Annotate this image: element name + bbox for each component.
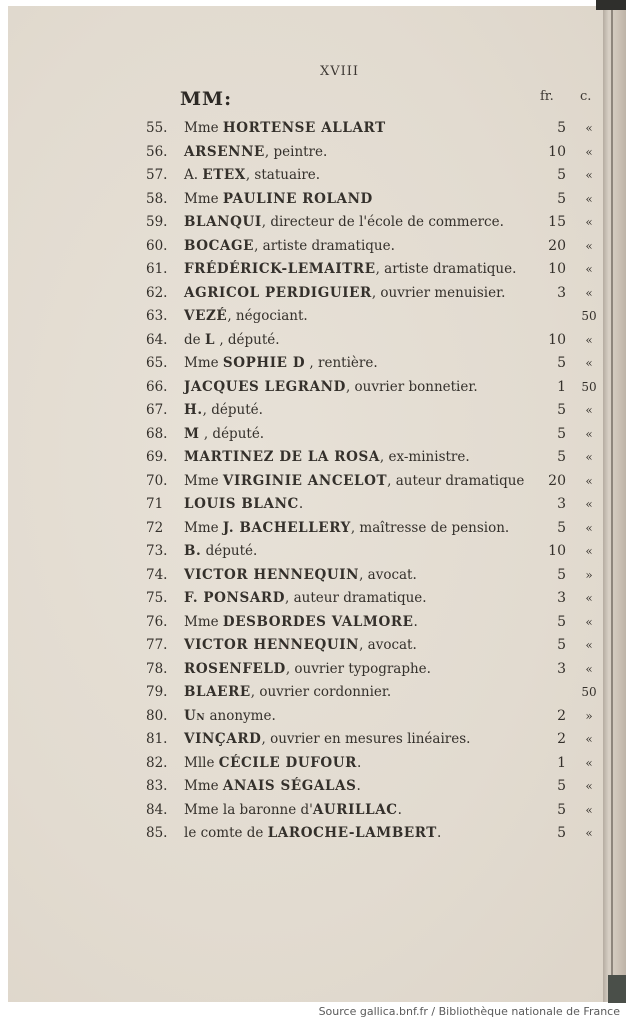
- entry-francs: 3: [557, 660, 566, 677]
- entry-number: 79.: [146, 684, 168, 700]
- entry-title: A.: [184, 167, 203, 183]
- entry-text: [184, 423, 264, 447]
- entry-text: [184, 540, 257, 564]
- entry-description: , député.: [202, 402, 263, 418]
- entry-centimes: «: [585, 332, 593, 347]
- entry-name: BLANQUI: [184, 214, 262, 230]
- entry-number: 57.: [146, 167, 168, 183]
- entry-francs: 5: [557, 425, 566, 442]
- entry-title: Mme: [184, 355, 223, 371]
- list-item: [146, 211, 606, 235]
- list-item: [146, 164, 606, 188]
- entry-name: Un: [184, 707, 206, 724]
- list-item: [146, 117, 606, 141]
- entry-title: Mme: [184, 190, 223, 207]
- entry-number: 85.: [146, 825, 168, 841]
- entry-centimes: «: [585, 755, 593, 770]
- entry-description: .: [356, 778, 361, 794]
- entry-francs: 10: [548, 331, 566, 348]
- entry-description: , artiste dramatique.: [375, 261, 517, 277]
- entry-name: VEZÉ: [184, 308, 228, 324]
- entry-francs: 5: [557, 566, 566, 583]
- entry-name: LAROCHE-LAMBERT: [267, 825, 437, 841]
- entry-centimes: «: [585, 168, 593, 182]
- column-header-centimes: c.: [580, 89, 592, 104]
- entry-number: 74.: [146, 566, 168, 583]
- entry-title: Mlle: [184, 754, 219, 771]
- entry-number: 59.: [146, 214, 168, 230]
- entry-text: [184, 705, 276, 729]
- entry-text: [184, 681, 391, 705]
- list-item: [146, 493, 606, 517]
- page-number-roman: XVIII: [320, 64, 360, 79]
- entry-description: député.: [201, 543, 258, 559]
- book-spine: [603, 8, 626, 1002]
- entry-francs: 5: [557, 825, 566, 841]
- entry-number: 76.: [146, 613, 168, 630]
- entry-centimes: «: [585, 144, 593, 159]
- entry-name: F. PONSARD: [184, 590, 286, 606]
- entry-centimes: «: [585, 121, 593, 135]
- entry-name: ARSENNE: [184, 143, 265, 160]
- entry-francs: 1: [557, 754, 566, 771]
- entry-name: J. BACHELLERY: [222, 519, 351, 536]
- entry-description: , maîtresse de pension.: [350, 519, 510, 536]
- entry-text: [184, 258, 516, 282]
- entry-name: CÉCILE DUFOUR: [218, 754, 357, 771]
- entry-centimes: »: [585, 708, 593, 723]
- entry-number: 58.: [146, 190, 168, 207]
- entry-number: 80.: [146, 707, 168, 724]
- entry-name: PAULINE ROLAND: [222, 190, 373, 207]
- entry-text: [184, 305, 308, 329]
- entry-text: [184, 517, 509, 541]
- entry-francs: 5: [557, 355, 566, 371]
- entry-description: , avocat.: [359, 637, 417, 653]
- entry-description: , avocat.: [359, 566, 417, 583]
- entry-description: .: [413, 613, 418, 630]
- list-item: [146, 423, 606, 447]
- entry-text: [184, 775, 361, 799]
- entry-francs: 20: [548, 237, 566, 254]
- entry-centimes: «: [585, 262, 593, 276]
- entry-francs: 5: [557, 519, 566, 536]
- entry-text: [184, 376, 478, 400]
- list-item: [146, 587, 606, 611]
- entry-centimes: «: [585, 191, 593, 206]
- list-item: [146, 517, 606, 541]
- entry-francs: 2: [557, 731, 566, 747]
- entry-description: , artiste dramatique.: [254, 237, 395, 254]
- entry-number: 56.: [146, 143, 168, 160]
- entry-francs: 5: [557, 402, 566, 418]
- entry-text: [184, 799, 402, 823]
- entry-name: MARTINEZ DE LA ROSA: [184, 449, 380, 465]
- list-item: [146, 188, 606, 212]
- entry-description: , ouvrier typographe.: [285, 660, 431, 677]
- entry-name: AGRICOL PERDIGUIER: [184, 284, 372, 301]
- binding-edge-top: [596, 0, 626, 10]
- list-item: [146, 681, 606, 705]
- entry-description: , député.: [199, 425, 265, 442]
- entry-description: , député.: [215, 331, 280, 348]
- entry-title: le comte de: [184, 825, 268, 841]
- entry-francs: 5: [557, 778, 566, 794]
- entry-number: 69.: [146, 449, 168, 465]
- entry-number: 62.: [146, 284, 168, 301]
- list-item: [146, 799, 606, 823]
- entry-name: ROSENFELD: [184, 660, 286, 677]
- list-item: [146, 775, 606, 799]
- list-item: [146, 141, 606, 165]
- entry-centimes: «: [585, 356, 593, 370]
- entry-text: [184, 282, 505, 306]
- entry-description: , auteur dramatique.: [285, 590, 427, 606]
- entry-number: 73.: [146, 543, 168, 559]
- entry-name: VICTOR HENNEQUIN: [184, 637, 360, 653]
- entry-description: .: [298, 496, 304, 512]
- entry-francs: 15: [548, 214, 566, 230]
- entry-text: [184, 658, 431, 682]
- entry-name: VICTOR HENNEQUIN: [184, 566, 360, 583]
- entry-centimes: «: [585, 238, 593, 253]
- entry-text: [184, 493, 303, 517]
- entry-text: [184, 446, 470, 470]
- entry-description: , négociant.: [227, 308, 308, 324]
- entry-description: , ouvrier en mesures linéaires.: [261, 731, 471, 747]
- list-item: [146, 540, 606, 564]
- entry-name: LOUIS BLANC: [184, 496, 299, 512]
- entry-name: AURILLAC: [312, 801, 398, 818]
- spine-fold-line: [611, 8, 613, 1002]
- entry-name: VIRGINIE ANCELOT: [222, 472, 388, 489]
- entry-francs: 3: [557, 496, 566, 512]
- entry-name: M: [184, 425, 200, 442]
- entry-name: HORTENSE ALLART: [222, 120, 386, 136]
- entry-centimes: «: [585, 732, 593, 746]
- entry-description: .: [356, 754, 362, 771]
- entry-francs: 1: [557, 378, 566, 395]
- entry-text: [184, 728, 470, 752]
- entry-francs: 5: [557, 637, 566, 653]
- entry-description: , directeur de l'école de commerce.: [261, 214, 504, 230]
- entry-centimes: «: [585, 638, 593, 652]
- entry-francs: 5: [557, 120, 566, 136]
- entry-centimes: «: [585, 497, 593, 511]
- entry-centimes: «: [585, 661, 593, 676]
- entry-francs: 20: [548, 472, 566, 489]
- entry-centimes: «: [585, 614, 593, 629]
- source-attribution: Source gallica.bnf.fr / Bibliothèque nationale de France: [318, 1005, 620, 1018]
- entry-text: [184, 141, 327, 165]
- list-item: [146, 446, 606, 470]
- list-item: [146, 728, 606, 752]
- entry-name: BOCAGE: [184, 237, 255, 254]
- entry-number: 75.: [146, 590, 168, 606]
- entry-description: , auteur dramatique: [387, 472, 525, 489]
- entry-name: B.: [184, 543, 202, 559]
- entry-centimes: «: [585, 591, 593, 605]
- binding-edge-bottom: [608, 975, 626, 1003]
- entry-francs: 10: [548, 543, 566, 559]
- entry-number: 82.: [146, 754, 168, 771]
- entry-title: Mme: [184, 120, 223, 136]
- entry-francs: 5: [557, 167, 566, 183]
- entry-title: Mme: [184, 613, 223, 630]
- entry-text: [184, 470, 524, 494]
- entry-centimes: «: [585, 779, 593, 793]
- entry-title: de: [184, 331, 205, 348]
- entry-description: .: [436, 825, 442, 841]
- entry-francs: 10: [548, 261, 566, 277]
- entry-number: 55.: [146, 120, 168, 136]
- list-item: [146, 399, 606, 423]
- entry-francs: 3: [557, 590, 566, 606]
- entry-centimes: 50: [581, 309, 597, 323]
- entry-number: 83.: [146, 778, 168, 794]
- entry-centimes: 50: [581, 379, 597, 394]
- entry-text: [184, 235, 395, 259]
- entry-name: L: [204, 331, 216, 348]
- entry-francs: 10: [548, 143, 566, 160]
- entry-centimes: «: [585, 426, 593, 441]
- entry-title: Mme: [184, 472, 223, 489]
- entry-text: [184, 752, 361, 776]
- entry-text: [184, 611, 418, 635]
- list-item: [146, 376, 606, 400]
- column-header-francs: fr.: [540, 89, 554, 104]
- entry-name: ANAIS SÉGALAS: [222, 778, 357, 794]
- entry-francs: 5: [557, 613, 566, 630]
- entry-centimes: «: [585, 544, 593, 558]
- list-item: [146, 564, 606, 588]
- entry-name: VINÇARD: [184, 731, 262, 747]
- entry-name: ETEX: [202, 167, 246, 183]
- list-item: [146, 705, 606, 729]
- entry-description: .: [397, 801, 402, 818]
- entry-francs: 3: [557, 284, 566, 301]
- entry-number: 68.: [146, 425, 168, 442]
- entry-number: 65.: [146, 355, 168, 371]
- entry-number: 63.: [146, 308, 168, 324]
- entry-number: 81.: [146, 731, 168, 747]
- entry-text: [184, 352, 378, 376]
- entry-text: [184, 564, 417, 588]
- entry-text: [184, 822, 441, 846]
- list-item: [146, 634, 606, 658]
- entry-number: 67.: [146, 402, 168, 418]
- entry-name: FRÉDÉRICK-LEMAITRE: [184, 261, 376, 277]
- entry-centimes: «: [585, 450, 593, 464]
- subscriber-list: [146, 117, 606, 846]
- entry-centimes: «: [585, 285, 593, 300]
- entry-text: [184, 634, 417, 658]
- entry-francs: 5: [557, 449, 566, 465]
- list-item: [146, 352, 606, 376]
- entry-centimes: «: [585, 473, 593, 488]
- list-item: [146, 305, 606, 329]
- entry-francs: 2: [557, 707, 566, 724]
- list-item: [146, 258, 606, 282]
- entry-description: , ouvrier menuisier.: [371, 284, 506, 301]
- entry-name: BLAERE: [184, 684, 251, 700]
- entry-centimes: «: [585, 826, 593, 840]
- entry-number: 61.: [146, 261, 168, 277]
- entry-description: , rentière.: [305, 355, 378, 371]
- entry-francs: 5: [557, 190, 566, 207]
- entry-description: , statuaire.: [245, 167, 321, 183]
- entry-description: anonyme.: [205, 707, 276, 724]
- list-item: [146, 235, 606, 259]
- entry-text: [184, 211, 504, 235]
- entry-name: JACQUES LEGRAND: [184, 378, 346, 395]
- entry-description: , peintre.: [264, 143, 328, 160]
- entry-number: 72: [146, 519, 164, 536]
- entry-number: 66.: [146, 378, 168, 395]
- entry-centimes: 50: [581, 685, 597, 699]
- entry-text: [184, 329, 280, 353]
- entry-number: 60.: [146, 237, 168, 254]
- entry-text: [184, 188, 373, 212]
- entry-centimes: »: [585, 567, 593, 582]
- entry-text: [184, 117, 386, 141]
- entry-number: 64.: [146, 331, 168, 348]
- list-item: [146, 822, 606, 846]
- list-item: [146, 470, 606, 494]
- entry-centimes: «: [585, 215, 593, 229]
- entry-number: 78.: [146, 660, 168, 677]
- entry-title: Mme: [184, 778, 223, 794]
- entry-centimes: «: [585, 520, 593, 535]
- entry-description: , ouvrier bonnetier.: [345, 378, 478, 395]
- entry-text: [184, 164, 320, 188]
- entry-description: , ex-ministre.: [379, 449, 470, 465]
- entry-name: H.: [184, 402, 203, 418]
- entry-text: [184, 587, 427, 611]
- list-item: [146, 611, 606, 635]
- entry-title: Mme la baronne d': [184, 801, 313, 818]
- entry-description: , ouvrier cordonnier.: [250, 684, 392, 700]
- entry-centimes: «: [585, 802, 593, 817]
- entry-number: 70.: [146, 472, 168, 489]
- entry-name: DESBORDES VALMORE: [222, 613, 414, 630]
- entry-number: 84.: [146, 801, 168, 818]
- entry-centimes: «: [585, 403, 593, 417]
- list-item: [146, 282, 606, 306]
- entry-title: Mme: [184, 519, 223, 536]
- list-item: [146, 329, 606, 353]
- list-item: [146, 658, 606, 682]
- entry-name: SOPHIE D: [222, 355, 306, 371]
- entry-number: 71: [146, 496, 164, 512]
- entry-francs: 5: [557, 801, 566, 818]
- list-item: [146, 752, 606, 776]
- entry-text: [184, 399, 263, 423]
- entry-number: 77.: [146, 637, 168, 653]
- list-heading: MM:: [180, 88, 233, 110]
